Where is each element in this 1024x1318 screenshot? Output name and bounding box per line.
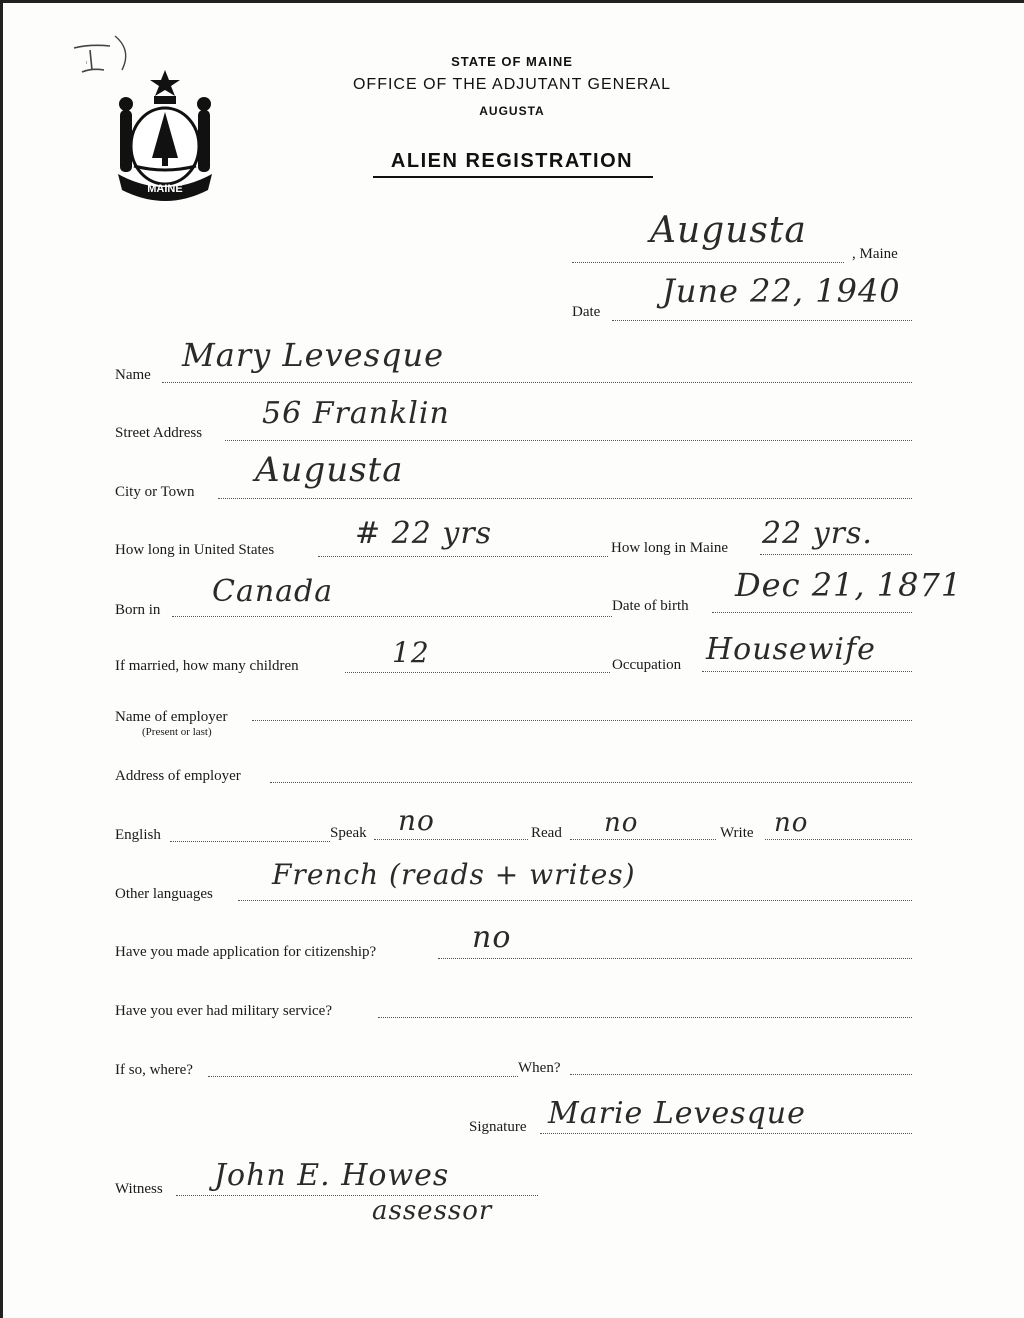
- born-in-label: Born in: [115, 602, 161, 618]
- name-label: Name: [115, 367, 151, 383]
- seal-banner-text: MAINE: [147, 183, 183, 195]
- header-city: AUGUSTA: [479, 104, 545, 118]
- other-languages-label: Other languages: [115, 886, 213, 902]
- date-line: [612, 320, 912, 321]
- form-title: ALIEN REGISTRATION: [390, 150, 634, 172]
- place-line: [572, 262, 844, 263]
- how-long-us-value: # 22 yrs: [355, 516, 493, 551]
- place-value: Augusta: [650, 210, 807, 251]
- scan-edge-top: [0, 0, 1024, 3]
- children-line: [345, 672, 610, 673]
- english-line: [170, 841, 330, 842]
- read-label: Read: [531, 825, 562, 841]
- employer-name-line: [252, 720, 912, 721]
- how-long-us-line: [318, 556, 608, 557]
- write-value: no: [774, 808, 809, 838]
- city-value: Augusta: [255, 450, 404, 490]
- born-in-line: [172, 616, 612, 617]
- employer-name-label: Name of employer: [115, 709, 228, 725]
- write-line: [765, 839, 912, 840]
- scan-edge-left: [0, 0, 3, 1318]
- speak-line: [374, 839, 528, 840]
- employer-note: (Present or last): [142, 726, 212, 738]
- name-value: Mary Levesque: [182, 336, 445, 374]
- date-of-birth-value: Dec 21, 1871: [735, 566, 963, 604]
- how-long-maine-label: How long in Maine: [611, 540, 729, 556]
- employer-address-line: [270, 782, 912, 783]
- when-label: When?: [518, 1060, 561, 1076]
- speak-label: Speak: [330, 825, 367, 841]
- city-label: City or Town: [115, 484, 195, 500]
- date-value: June 22, 1940: [662, 272, 901, 310]
- when-line: [570, 1074, 912, 1075]
- how-long-maine-value: 22 yrs.: [762, 516, 873, 551]
- citizenship-value: no: [472, 920, 512, 955]
- where-line: [208, 1076, 518, 1077]
- children-value: 12: [392, 636, 430, 669]
- english-label: English: [115, 827, 161, 843]
- title-underline: [373, 176, 653, 178]
- if-so-where-label: If so, where?: [115, 1062, 193, 1078]
- occupation-label: Occupation: [612, 657, 682, 673]
- employer-address-label: Address of employer: [115, 768, 241, 784]
- witness-label: Witness: [115, 1181, 163, 1197]
- date-of-birth-label: Date of birth: [612, 598, 689, 614]
- read-value: no: [604, 808, 639, 838]
- witness-value: John E. Howes: [214, 1158, 450, 1193]
- city-line: [218, 498, 912, 499]
- corner-mark-text: I: [86, 60, 88, 65]
- occupation-value: Housewife: [706, 632, 876, 667]
- military-label: Have you ever had military service?: [115, 1003, 332, 1019]
- date-label: Date: [572, 304, 601, 320]
- speak-value: no: [398, 804, 435, 837]
- signature-label: Signature: [469, 1119, 527, 1135]
- citizenship-label: Have you made application for citizenship?: [115, 944, 377, 960]
- witness-title-value: assessor: [372, 1196, 493, 1226]
- date-of-birth-line: [712, 612, 912, 613]
- citizenship-line: [438, 958, 912, 959]
- street-address-label: Street Address: [115, 425, 203, 441]
- read-line: [570, 839, 716, 840]
- header-office: OFFICE OF THE ADJUTANT GENERAL: [352, 76, 672, 93]
- maine-label: , Maine: [852, 246, 898, 262]
- children-label: If married, how many children: [115, 658, 299, 674]
- other-languages-line: [238, 900, 912, 901]
- military-line: [378, 1017, 912, 1018]
- street-address-line: [225, 440, 912, 441]
- signature-line: [540, 1133, 912, 1134]
- born-in-value: Canada: [212, 574, 334, 609]
- occupation-line: [702, 671, 912, 672]
- how-long-maine-line: [760, 554, 912, 555]
- signature-value: Marie Levesque: [548, 1096, 806, 1131]
- how-long-us-label: How long in United States: [115, 542, 275, 558]
- other-languages-value: French (reads + writes): [272, 858, 636, 891]
- name-line: [162, 382, 912, 383]
- street-address-value: 56 Franklin: [262, 396, 450, 431]
- header-state: STATE OF MAINE: [451, 54, 573, 69]
- write-label: Write: [720, 825, 754, 841]
